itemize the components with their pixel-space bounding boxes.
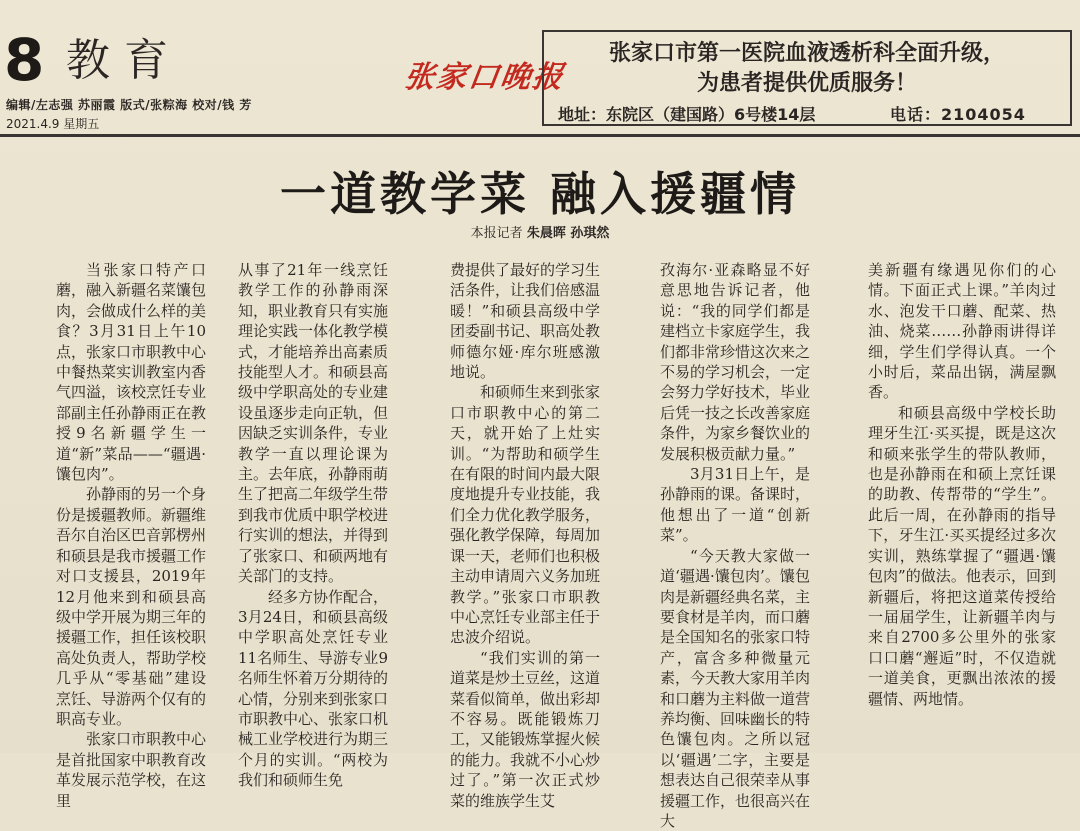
paragraph: 张家口市职教中心是首批国家中职教育改革发展示范学校，在这里	[56, 730, 207, 810]
section-title: 教育	[66, 35, 182, 86]
article-column-3	[450, 260, 601, 810]
paragraph: 和硕县高级中学校长助理牙生江·买买提，既是这次和硕来张学生的带队教师，也是孙静雨在和硕上烹饪课的助教、传帮带的“学生”。此后一周，在孙静雨的指导下，牙生江·买买提经过多次实训，熟练掌握了“疆遇·馕包肉”的做法。他表示，回到新疆后，将把这道菜传授给一届届学生，让新疆羊肉与来自2700多公里外的张家口口蘑“邂逅”时，不仅造就一道美食，更飘出浓浓的援疆情、两地情。	[868, 403, 1056, 708]
paragraph: 孙静雨的另一个身份是援疆教师。新疆维吾尔自治区巴音郭楞州和硕县是我市援疆工作对口支援县，2019年12月他来到和硕县高级中学开展为期三年的援疆工作，担任该校职高处负责人，帮助学校几乎从“零基础”建设烹饪、导游两个仅有的职高专业。	[56, 485, 207, 728]
article-column-2	[238, 260, 389, 790]
paragraph: 从事了21年一线烹饪教学工作的孙静雨深知，职业教育只有实施理论实践一体化教学模式，才能培养出高素质技能型人才。和硕县高级中学职高处的专业建设虽逐步走向正轨，但因缺乏实训条件，专业教学一直以理论课为主。去年底，孙静雨萌生了把高二年级学生带到我市优质中职学校进行实训的想法，并得到了张家口、和硕两地有关部门的支持。	[238, 261, 389, 586]
page-header	[0, 0, 1080, 132]
byline-authors: 朱晨晖 孙琪然	[526, 226, 610, 241]
article-column-4	[660, 260, 811, 830]
ad-phone: 电话：2104054	[890, 105, 1026, 124]
article-column-5	[868, 260, 1056, 753]
paragraph: 美新疆有缘遇见你们的心情。下面正式上课。”羊肉过水、泡发干口蘑、配菜、热油、烧菜……孙静雨讲得详细，学生们学得认真。一个小时后，菜品出锅，满屋飘香。	[868, 261, 1056, 402]
header-divider	[0, 134, 1080, 137]
byline-prefix: 本报记者	[470, 226, 523, 241]
ad-headline-1: 张家口市第一医院血液透析科全面升级，	[608, 41, 1005, 66]
article-title: 一道教学菜 融入援疆情	[279, 167, 800, 221]
hospital-advertisement	[542, 30, 1072, 126]
newspaper-masthead: 张家口晚报	[402, 60, 567, 95]
ad-headline-2: 为患者提供优质服务！	[696, 71, 917, 96]
editor-credits: 编辑/左志强 苏丽霞 版式/张粽海 校对/钱 芳	[6, 98, 252, 112]
article-column-1	[56, 260, 207, 810]
paragraph: 经多方协作配合，3月24日，和硕县高级中学职高处烹饪专业11名师生、导游专业9名师生怀着万分期待的心情，分别来到张家口市职教中心、张家口机械工业学校进行为期三个月的实训。“两校为我们和硕师生免	[238, 587, 389, 790]
paragraph: 费提供了最好的学习生活条件，让我们倍感温暖！”和硕县高级中学团委副书记、职高处教师德尔娅·库尔班感激地说。	[450, 261, 601, 382]
article-byline	[0, 222, 1080, 241]
paragraph: 和硕师生来到张家口市职教中心的第二天，就开始了上灶实训。“为帮助和硕学生在有限的时间内最大限度地提升专业技能，我们全力优化教学服务，强化教学保障，每周加课一天，老师们也积极主动申请周六义务加班教学。”张家口市职教中心烹饪专业部主任于忠波介绍说。	[450, 383, 601, 647]
paragraph: 当张家口特产口蘑，融入新疆名菜馕包肉，会做成什么样的美食？3月31日上午10点，张家口市职教中心中餐热菜实训教室内香气四溢，该校烹饪专业部副主任孙静雨正在教授9名新疆学生一道“新”菜品——“疆遇·馕包肉”。	[56, 261, 207, 484]
paragraph: 3月31日上午，是孙静雨的课。备课时，他想出了一道“创新菜”。	[660, 465, 811, 545]
paragraph: 孜海尔·亚森略显不好意思地告诉记者，他说：“我的同学们都是建档立卡家庭学生，我们都非常珍惜这次来之不易的学习机会，一定会努力学好技术，毕业后凭一技之长改善家庭条件，为家乡餐饮业的发展积极贡献力量。”	[660, 261, 811, 463]
issue-date: 2021.4.9 星期五	[6, 117, 100, 131]
ad-address: 地址：东院区（建国路）6号楼14层	[558, 105, 816, 124]
paragraph: “我们实训的第一道菜是炒土豆丝，这道菜看似简单，做出彩却不容易。既能锻炼刀工，又能锻炼掌握火候的能力。我就不小心炒过了。”第一次正式炒菜的维族学生艾	[450, 648, 601, 810]
paragraph: “今天教大家做一道‘疆遇·馕包肉’。馕包肉是新疆经典名菜，主要食材是羊肉，而口蘑是全国知名的张家口特产，富含多种微量元素，今天教大家用羊肉和口蘑为主料做一道营养均衡、回味幽长的特色馕包肉。之所以冠以‘疆遇’二字，主要是想表达自己很荣幸从事援疆工作，也很高兴在大	[660, 546, 811, 830]
page-number: 8	[4, 26, 45, 94]
